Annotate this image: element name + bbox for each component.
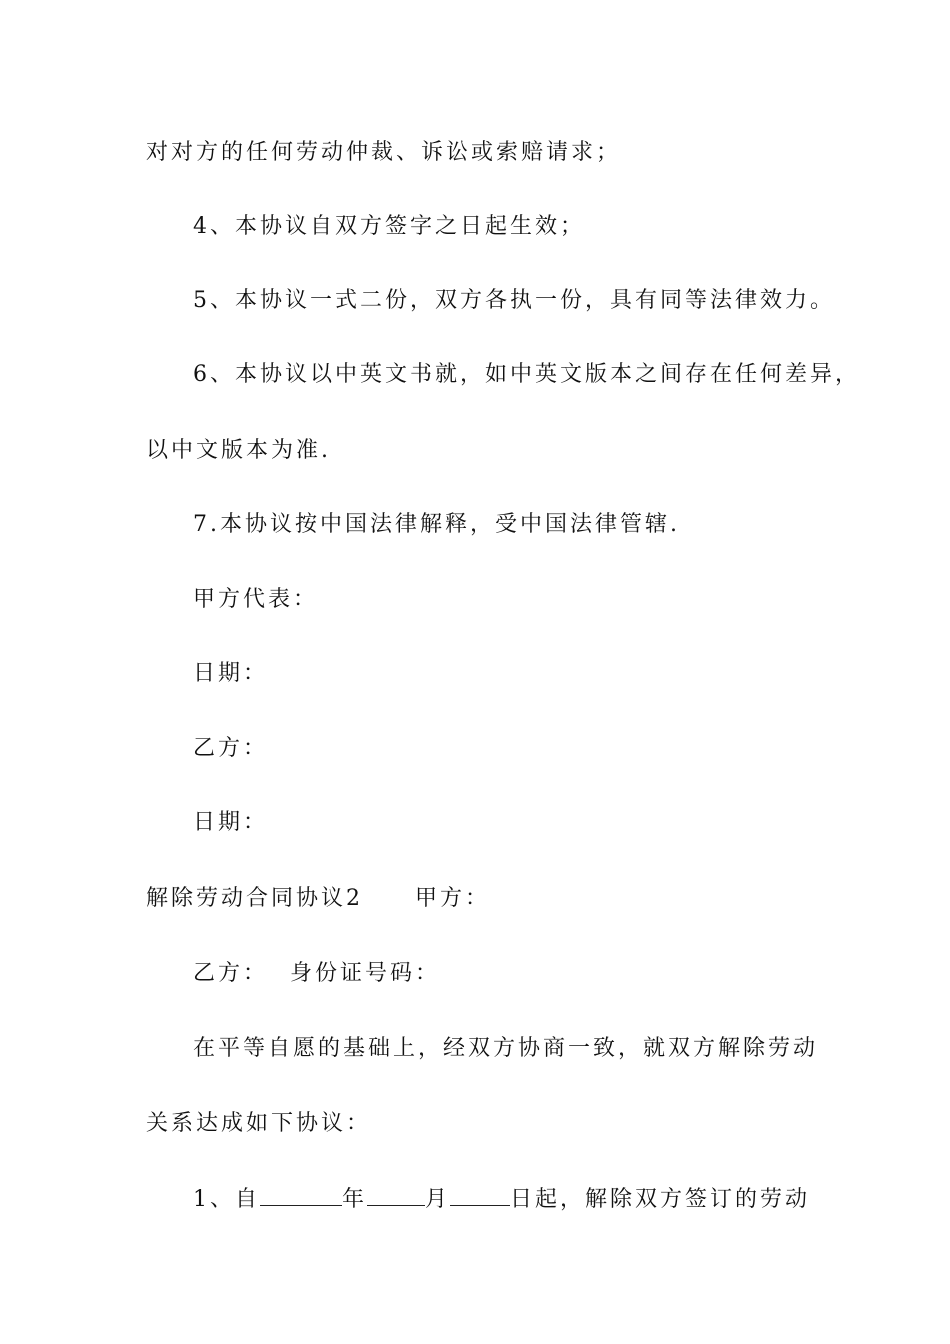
- agreement-2-header: [146, 884, 490, 914]
- party-b-row: [193, 959, 440, 989]
- year-blank: [260, 1183, 342, 1206]
- month-label: 月: [425, 1187, 451, 1212]
- clause-4: 4、本协议自双方签字之日起生效；: [193, 214, 585, 239]
- intro-paragraph-continued: 关系达成如下协议：: [146, 1111, 372, 1136]
- date-label: 日期：: [193, 661, 269, 686]
- agreement-title: 解除劳动合同协议2: [146, 886, 363, 911]
- party-b-label: 乙方：: [193, 961, 269, 986]
- clause-7: 7.本协议按中国法律解释，受中国法律管辖.: [193, 512, 680, 537]
- party-a-label: 甲方：: [415, 886, 491, 911]
- year-label: 年: [342, 1187, 368, 1212]
- text-line: 对对方的任何劳动仲裁、诉讼或索赔请求；: [146, 140, 622, 165]
- month-blank: [367, 1183, 425, 1206]
- clause-6-continued: 以中文版本为准.: [146, 438, 331, 463]
- day-blank: [450, 1183, 510, 1206]
- clause-1: [193, 1183, 810, 1215]
- clause-5: 5、本协议一式二份，双方各执一份，具有同等法律效力。: [193, 288, 835, 313]
- date-label: 日期：: [193, 810, 269, 835]
- clause-1-suffix: 日起，解除双方签订的劳动: [510, 1187, 811, 1212]
- party-a-representative-label: 甲方代表：: [193, 587, 319, 612]
- clause-1-prefix: 1、自: [193, 1187, 260, 1212]
- party-b-label: 乙方：: [193, 736, 269, 761]
- intro-paragraph: 在平等自愿的基础上，经双方协商一致，就双方解除劳动: [193, 1036, 819, 1061]
- clause-6: 6、本协议以中英文书就，如中英文版本之间存在任何差异，: [193, 362, 860, 387]
- id-number-label: 身份证号码：: [290, 961, 441, 986]
